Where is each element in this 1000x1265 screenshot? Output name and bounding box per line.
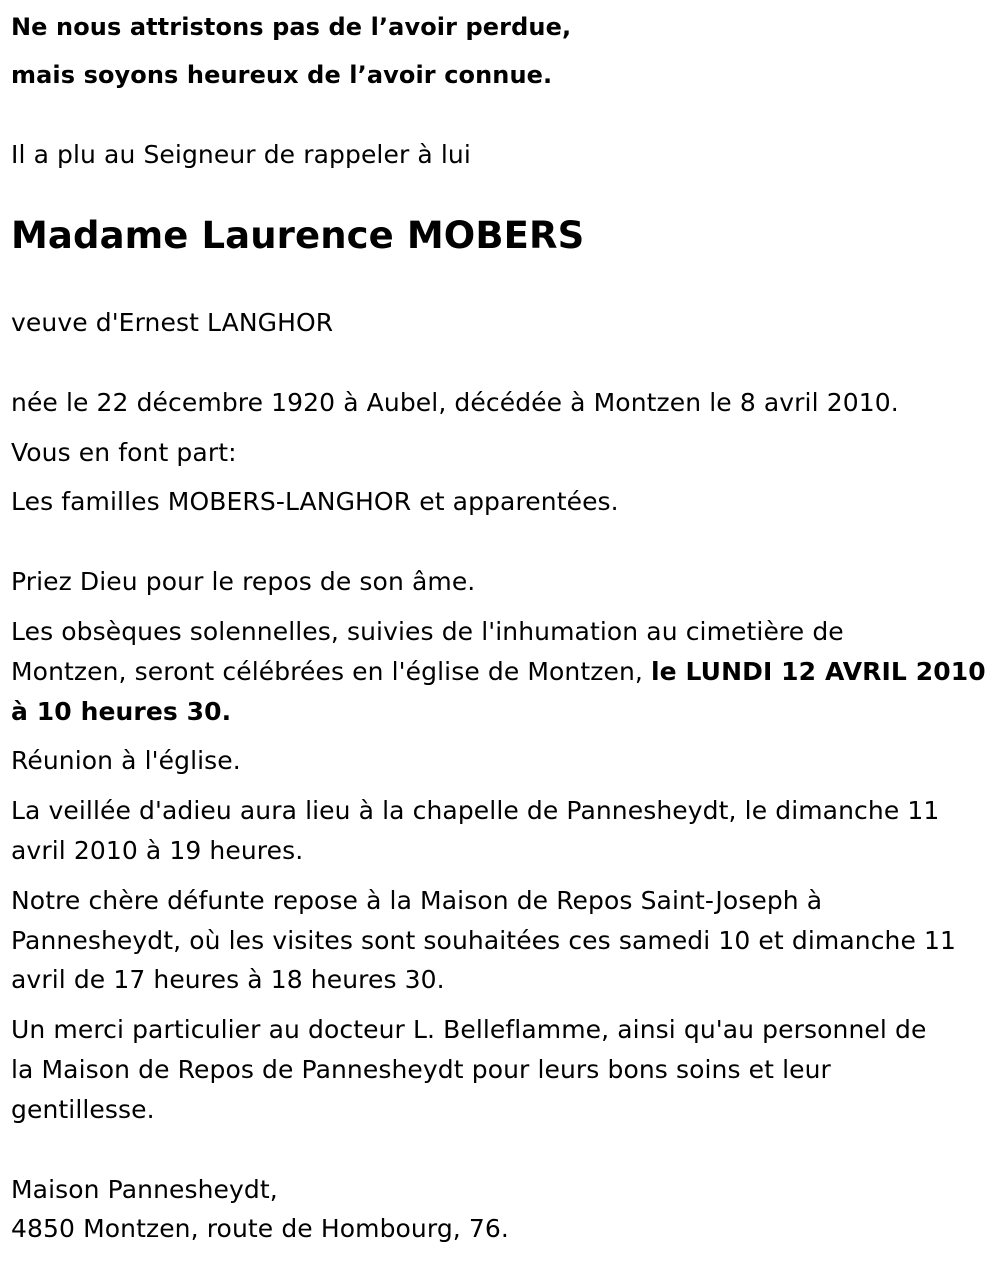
widow-of-text: veuve d'Ernest LANGHOR (11, 308, 334, 337)
vigil-line-2: avril 2010 à 19 heures. (11, 836, 304, 865)
thanks-line-1: Un merci particulier au docteur L. Belleflamme, ainsi qu'au personnel de (11, 1015, 927, 1044)
intro-text: Il a plu au Seigneur de rappeler à lui (11, 140, 471, 169)
motto-line-1: Ne nous attristons pas de l’avoir perdue, (11, 13, 572, 41)
announce-text: Vous en font part: (11, 438, 237, 467)
funeral-line-1: Les obsèques solennelles, suivies de l'inhumation au cimetière de (11, 617, 844, 646)
rest-line-2: Pannesheydt, où les visites sont souhaitées ces samedi 10 et dimanche 11 (11, 926, 957, 955)
thanks-line-3: gentillesse. (11, 1095, 155, 1124)
meeting-text: Réunion à l'église. (11, 746, 241, 775)
thanks-line-2: la Maison de Repos de Pannesheydt pour leurs bons soins et leur (11, 1055, 831, 1084)
motto-line-2: mais soyons heureux de l’avoir connue. (11, 61, 553, 89)
prayer-text: Priez Dieu pour le repos de son âme. (11, 567, 476, 596)
funeral-line-2-text: Montzen, seront célébrées en l'église de Montzen, (11, 657, 651, 686)
deceased-name: Madame Laurence MOBERS (11, 214, 585, 257)
birth-death-text: née le 22 décembre 1920 à Aubel, décédée à Montzen le 8 avril 2010. (11, 388, 899, 417)
rest-line-1: Notre chère défunte repose à la Maison de Repos Saint-Joseph à (11, 886, 823, 915)
funeral-date: le LUNDI 12 AVRIL 2010 (651, 657, 986, 686)
rest-line-3: avril de 17 heures à 18 heures 30. (11, 965, 445, 994)
families-text: Les familles MOBERS-LANGHOR et apparentées. (11, 487, 619, 516)
vigil-line-1: La veillée d'adieu aura lieu à la chapelle de Pannesheydt, le dimanche 11 (11, 796, 940, 825)
funeral-line-2 (11, 657, 986, 687)
funeral-time: à 10 heures 30. (11, 697, 232, 726)
address-line-2: 4850 Montzen, route de Hombourg, 76. (11, 1214, 509, 1243)
address-line-1: Maison Pannesheydt, (11, 1175, 278, 1204)
